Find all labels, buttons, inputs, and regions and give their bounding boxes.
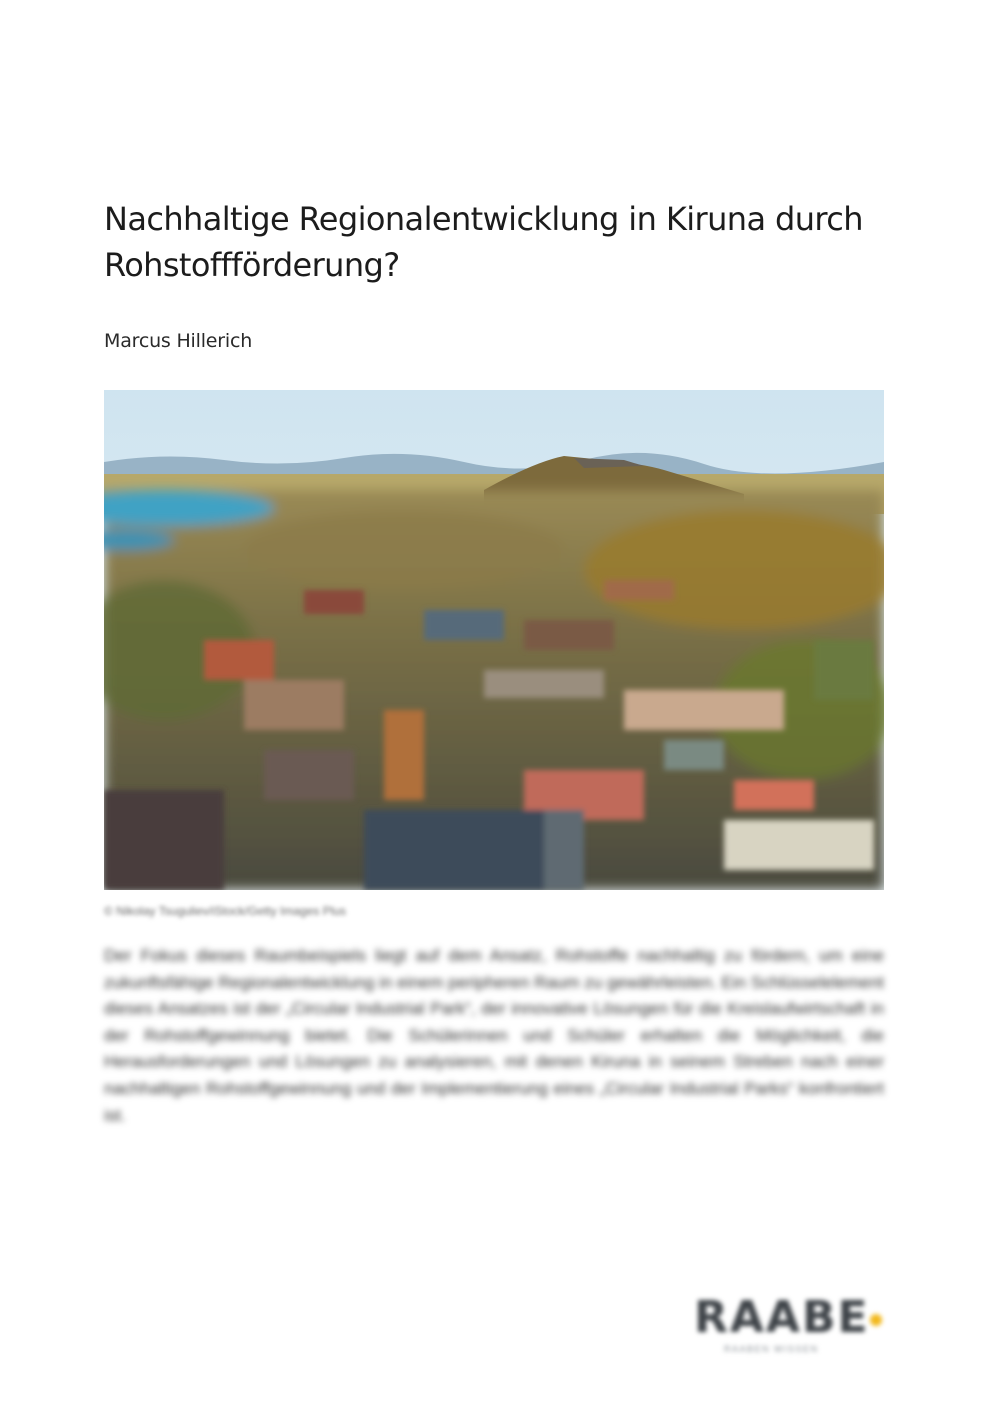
raabe-logo [694, 1292, 894, 1366]
logo-wordmark: RAABE [694, 1292, 870, 1343]
abstract-paragraph: Der Fokus dieses Raumbeispiels liegt auf dem Ansatz, Rohstoffe nachhaltig zu fördern, um eine zukunftsfähige Regionalentwicklung in einem peripheren Raum zu gewährleisten. Ein Schlüsselelement dieses Ansatzes ist der „Circular Industrial Park“, der innovative Lösungen für die Kreislaufwirtschaft in der Rohstoffgewinnung bietet. Die Schülerinnen und Schüler erhalten die Möglichkeit, die Herausforderungen und Lösungen zu analysieren, mit denen Kiruna in seinem Streben nach einer nachhaltigen Rohstoffgewinnung und der Implementierung eines „Circular Industrial Parks“ konfrontiert ist. [104, 946, 884, 1125]
logo-tagline: RAABEN WISSEN [724, 1344, 819, 1354]
author-name: Marcus Hillerich [104, 330, 253, 352]
photo-credit: © Nikolay Tsuguliev/iStock/Getty Images Plus [104, 904, 347, 918]
logo-accent-dot [870, 1314, 882, 1326]
document-title: Nachhaltige Regionalentwicklung in Kiruna durch Rohstoffförderung? [104, 200, 863, 284]
kiruna-aerial-photo [104, 390, 884, 890]
